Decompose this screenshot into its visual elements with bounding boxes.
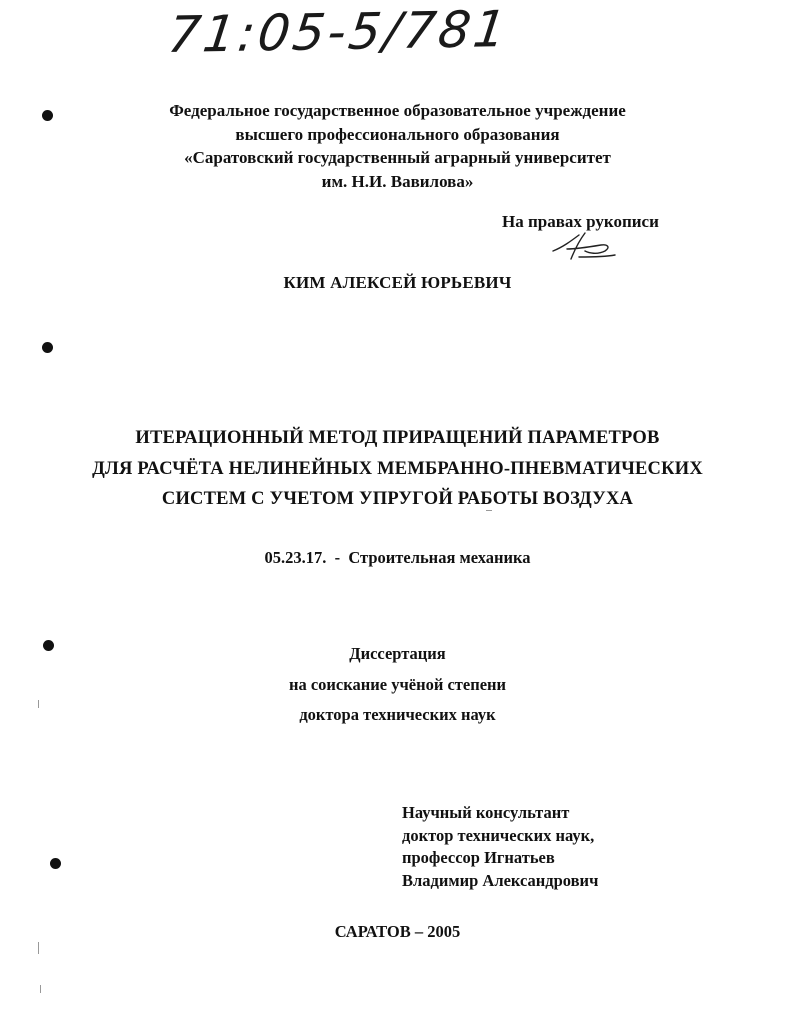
punch-hole — [50, 858, 61, 869]
scan-mark — [38, 700, 39, 708]
author-name: КИМ АЛЕКСЕЙ ЮРЬЕВИЧ — [283, 273, 512, 292]
degree-line: доктора технических наук — [299, 705, 496, 724]
handwritten-catalog-number: 71:05-5/781 — [164, 0, 513, 64]
degree-line: на соискание учёной степени — [288, 674, 507, 694]
degree-line: Диссертация — [349, 644, 446, 663]
signature — [549, 229, 619, 265]
scan-mark — [40, 985, 41, 993]
title-line: ДЛЯ РАСЧЁТА НЕЛИНЕЙНЫХ МЕМБРАННО-ПНЕВМАТИЧЕСКИХ — [92, 458, 703, 479]
institution-line: Федеральное государственное образовательное учреждение — [169, 101, 626, 120]
advisor-line: профессор Игнатьев — [402, 848, 555, 867]
title-line: ИТЕРАЦИОННЫЙ МЕТОД ПРИРАЩЕНИЙ ПАРАМЕТРОВ — [135, 428, 660, 448]
institution-line: им. Н.И. Вавилова» — [321, 171, 474, 191]
advisor-line: Владимир Александрович — [402, 870, 599, 890]
scan-mark — [486, 510, 492, 511]
scientific-advisor — [402, 802, 598, 892]
dissertation-title — [0, 423, 795, 515]
institution-line: высшего профессионального образования — [235, 124, 560, 144]
institution-line: «Саратовский государственный аграрный университет — [184, 148, 611, 167]
rights-notice: На правах рукописи — [502, 212, 659, 231]
city-year: САРАТОВ – 2005 — [334, 922, 461, 941]
degree-statement — [0, 639, 795, 731]
title-line: СИСТЕМ С УЧЕТОМ УПРУГОЙ РАБОТЫ ВОЗДУХА — [161, 489, 634, 509]
institution-header — [0, 99, 795, 193]
specialty: 05.23.17. - Строительная механика — [264, 548, 531, 567]
advisor-line: доктор технических наук, — [402, 825, 595, 845]
advisor-line: Научный консультант — [402, 803, 570, 822]
punch-hole — [42, 342, 53, 353]
scan-mark — [38, 942, 39, 954]
